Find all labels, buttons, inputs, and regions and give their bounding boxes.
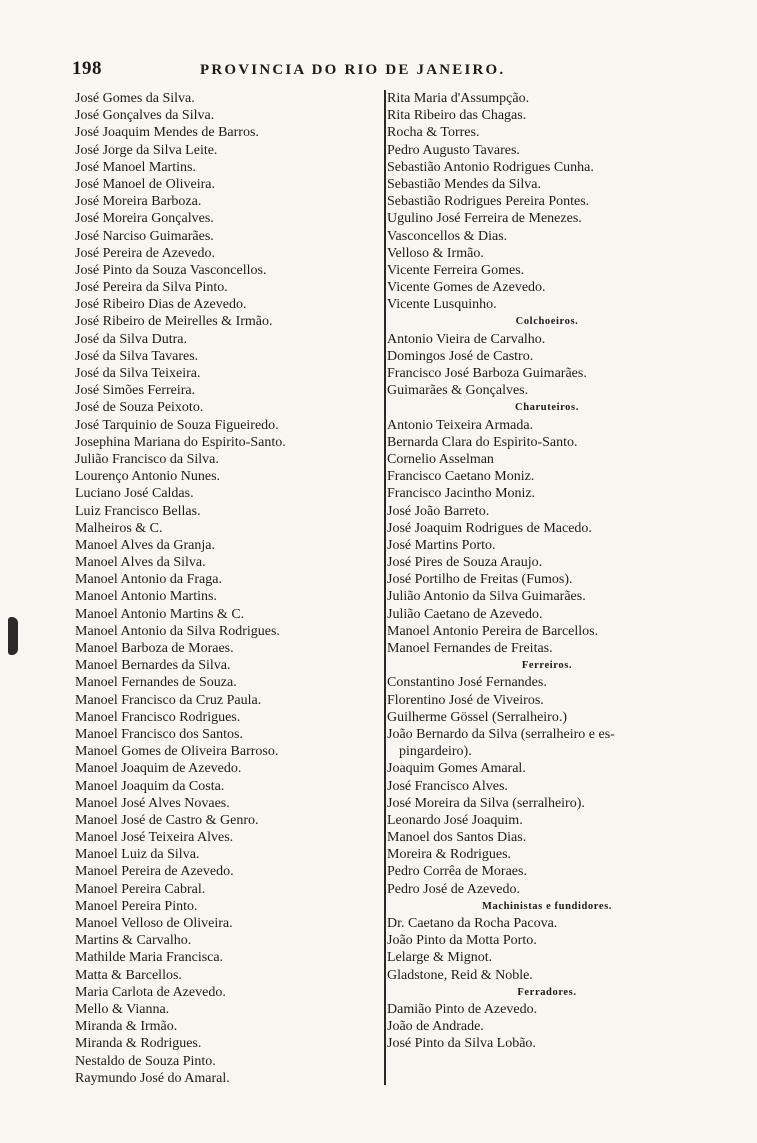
directory-entry: Vicente Lusquinho.: [387, 297, 497, 313]
directory-entry: Manoel Velloso de Oliveira.: [75, 916, 233, 931]
directory-entry: José da Silva Teixeira.: [75, 366, 201, 381]
directory-entry: Rita Ribeiro das Chagas.: [387, 108, 527, 124]
directory-entry: Manoel Pereira Cabral.: [75, 881, 206, 897]
directory-entry: Manoel Pereira Pinto.: [75, 898, 198, 914]
directory-entry: José Moreira Barboza.: [75, 194, 202, 210]
directory-entry: Rocha & Torres.: [387, 125, 480, 141]
directory-entry: Ugulino José Ferreira de Menezes.: [387, 211, 582, 227]
directory-entry: Joaquim Gomes Amaral.: [387, 761, 526, 777]
directory-entry: Manoel Antonio Martins.: [75, 589, 217, 605]
directory-entry: Malheiros & C.: [75, 520, 163, 536]
directory-entry: Manoel Luiz da Silva.: [75, 847, 200, 863]
directory-entry: José Moreira Gonçalves.: [75, 211, 214, 227]
directory-entry: Manoel José Teixeira Alves.: [75, 830, 234, 846]
directory-entry: Miranda & Rodrigues.: [75, 1036, 202, 1052]
directory-entry: José Pires de Souza Araujo.: [387, 555, 543, 571]
directory-entry: Domingos José de Castro.: [387, 348, 534, 364]
directory-entry: Rita Maria d'Assumpção.: [387, 91, 530, 106]
binding-mark-decoration: [8, 617, 18, 655]
directory-entry: Bernarda Clara do Espirito-Santo.: [387, 434, 578, 450]
directory-entry: Manoel Alves da Silva.: [75, 555, 206, 571]
directory-entry: Martins & Carvalho.: [75, 933, 192, 949]
directory-entry: Sebastião Mendes da Silva.: [387, 176, 541, 192]
directory-entry: Dr. Caetano da Rocha Pacova.: [387, 916, 558, 931]
directory-entry: Manoel Francisco da Cruz Paula.: [75, 692, 262, 708]
directory-entry: Pedro Corrêa de Moraes.: [387, 864, 527, 880]
directory-entry: Florentino José de Viveiros.: [387, 692, 544, 708]
directory-entry: Manoel Bernardes da Silva.: [75, 658, 231, 674]
directory-entry: Luciano José Caldas.: [75, 486, 194, 502]
directory-entry: Moreira & Rodrigues.: [387, 847, 512, 863]
section-heading: Colchoeiros.: [515, 316, 579, 328]
directory-entry: Manoel Fernandes de Souza.: [75, 675, 237, 691]
directory-entry: Nestaldo de Souza Pinto.: [75, 1053, 216, 1069]
directory-entry: Matta & Barcellos.: [75, 967, 182, 983]
directory-entry: José Manoel de Oliveira.: [75, 176, 215, 192]
directory-entry: Manoel dos Santos Dias.: [387, 830, 527, 846]
directory-entry: José Portilho de Freitas (Fumos).: [387, 572, 573, 588]
directory-entry: José Gomes da Silva.: [75, 91, 195, 106]
directory-entry: José Joaquim Mendes de Barros.: [75, 125, 259, 141]
directory-entry: Manoel Pereira de Azevedo.: [75, 864, 234, 880]
directory-entry: Pedro Augusto Tavares.: [387, 142, 520, 158]
page-header: [72, 58, 592, 80]
directory-entry: José Narciso Guimarães.: [75, 228, 214, 244]
directory-entry: José Pinto da Souza Vasconcellos.: [75, 262, 267, 278]
directory-entry: Manoel Antonio Martins & C.: [75, 606, 245, 622]
left-column: [75, 90, 375, 1087]
directory-entry: José Martins Porto.: [387, 537, 496, 553]
directory-entry: José Pinto da Silva Lobão.: [387, 1036, 536, 1052]
directory-entry: Leonardo José Joaquim.: [387, 812, 523, 828]
directory-entry: José Gonçalves da Silva.: [75, 108, 215, 124]
section-heading: Ferradores.: [517, 986, 577, 998]
directory-entry: José Ribeiro Dias de Azevedo.: [75, 297, 247, 313]
directory-entry: José Pereira da Silva Pinto.: [75, 280, 228, 296]
directory-entry: Vicente Ferreira Gomes.: [387, 262, 525, 278]
directory-entry: João Pinto da Motta Porto.: [387, 933, 537, 949]
right-column: [387, 90, 707, 1053]
directory-entry: Manoel Francisco dos Santos.: [75, 726, 243, 742]
directory-entry: Antonio Vieira de Carvalho.: [387, 331, 546, 347]
directory-entry: Francisco Jacintho Moniz.: [387, 486, 536, 502]
directory-entry: Manoel Joaquim de Azevedo.: [75, 761, 242, 777]
directory-entry: Lelarge & Mignot.: [387, 950, 493, 966]
directory-entry: José Pereira de Azevedo.: [75, 245, 215, 261]
directory-entry: José da Silva Dutra.: [75, 331, 187, 347]
directory-entry: Velloso & Irmão.: [387, 245, 484, 261]
directory-entry: Manoel Antonio da Silva Rodrigues.: [75, 623, 280, 639]
directory-entry: Sebastião Antonio Rodrigues Cunha.: [387, 159, 594, 175]
directory-entry: Lourenço Antonio Nunes.: [75, 469, 221, 485]
directory-entry: Mello & Vianna.: [75, 1001, 170, 1017]
directory-entry: José Jorge da Silva Leite.: [75, 142, 218, 158]
directory-entry: José da Silva Tavares.: [75, 348, 199, 364]
directory-entry: Manoel Gomes de Oliveira Barroso.: [75, 744, 279, 760]
directory-entry: Miranda & Irmão.: [75, 1019, 178, 1035]
directory-entry: Francisco Caetano Moniz.: [387, 469, 535, 485]
directory-entry-continuation: pingardeiro).: [399, 744, 472, 760]
directory-entry: Guilherme Gössel (Serralheiro.): [387, 709, 567, 725]
directory-entry: João de Andrade.: [387, 1019, 484, 1035]
directory-entry: José Joaquim Rodrigues de Macedo.: [387, 520, 592, 536]
directory-entry: Manoel Fernandes de Freitas.: [387, 641, 553, 656]
directory-entry: João Bernardo da Silva (serralheiro e es-: [387, 726, 615, 742]
directory-entry: Maria Carlota de Azevedo.: [75, 984, 226, 1000]
directory-entry: Manoel Antonio da Fraga.: [75, 572, 222, 588]
directory-entry: Pedro José de Azevedo.: [387, 881, 520, 897]
directory-entry: Manoel Joaquim da Costa.: [75, 778, 225, 794]
directory-entry: Constantino José Fernandes.: [387, 675, 547, 691]
directory-entry: Julião Francisco da Silva.: [75, 451, 219, 467]
directory-entry: Gladstone, Reid & Noble.: [387, 967, 533, 983]
section-heading: Ferreiros.: [521, 660, 573, 672]
directory-entry: Vicente Gomes de Azevedo.: [387, 280, 546, 296]
directory-entry: José João Barreto.: [387, 503, 490, 519]
directory-entry: José Tarquinio de Souza Figueiredo.: [75, 417, 279, 433]
directory-entry: Manoel Barboza de Moraes.: [75, 641, 234, 656]
section-heading: Machinistas e fundidores.: [481, 900, 613, 912]
directory-entry: José Manoel Martins.: [75, 159, 196, 175]
directory-entry: Guimarães & Gonçalves.: [387, 383, 529, 399]
directory-entry: Damião Pinto de Azevedo.: [387, 1001, 538, 1017]
directory-entry: Antonio Teixeira Armada.: [387, 417, 534, 433]
column-divider: [384, 90, 386, 1085]
directory-entry: Cornelio Asselman: [387, 451, 494, 467]
page-number: 198: [72, 58, 102, 79]
directory-entry: Vasconcellos & Dias.: [387, 228, 508, 244]
directory-entry: Luiz Francisco Bellas.: [75, 503, 201, 519]
directory-entry: Francisco José Barboza Guimarães.: [387, 366, 587, 381]
directory-entry: José Francisco Alves.: [387, 778, 508, 794]
directory-entry: Sebastião Rodrigues Pereira Pontes.: [387, 194, 590, 210]
directory-entry: Manoel José de Castro & Genro.: [75, 812, 259, 828]
directory-entry: José Ribeiro de Meirelles & Irmão.: [75, 314, 273, 330]
directory-entry: Julião Caetano de Azevedo.: [387, 606, 543, 622]
directory-entry: Manoel José Alves Novaes.: [75, 795, 230, 811]
directory-entry: José de Souza Peixoto.: [75, 400, 204, 416]
directory-entry: Manoel Alves da Granja.: [75, 537, 215, 553]
directory-entry: Raymundo José do Amaral.: [75, 1070, 230, 1086]
section-heading: Charuteiros.: [515, 402, 579, 414]
directory-entry: Josephina Mariana do Espirito-Santo.: [75, 434, 286, 450]
directory-entry: Julião Antonio da Silva Guimarães.: [387, 589, 586, 605]
directory-entry: Manoel Antonio Pereira de Barcellos.: [387, 623, 599, 639]
directory-entry: Manoel Francisco Rodrigues.: [75, 709, 241, 725]
directory-entry: José Moreira da Silva (serralheiro).: [387, 795, 585, 811]
directory-entry: Mathilde Maria Francisca.: [75, 950, 224, 966]
running-title: PROVINCIA DO RIO DE JANEIRO.: [200, 62, 506, 78]
directory-entry: José Simões Ferreira.: [75, 383, 196, 399]
